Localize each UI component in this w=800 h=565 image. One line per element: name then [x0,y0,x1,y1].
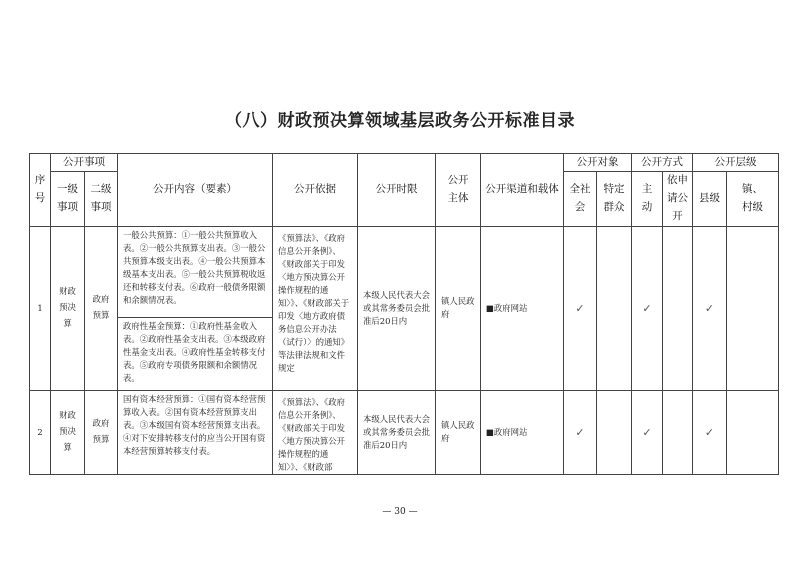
row1-time-limit: 本级人民代表大会或其常务委员会批准后20日内 [358,226,436,390]
row2-method-active-check: ✓ [632,390,663,474]
row2-seq: 2 [30,390,51,474]
header-level-county: 县级 [693,172,727,227]
header-level1: 一级事项 [51,172,85,227]
row1-level-county-check: ✓ [693,226,727,390]
table-row [30,226,779,317]
row2-subject: 镇人民政府 [436,390,481,474]
row2-target-all-check: ✓ [564,390,597,474]
header-method-active: 主动 [632,172,663,227]
row1-channel: ■政府网站 [481,226,564,390]
row2-basis: 《预算法》、《政府信息公开条例》、《财政部关于印发〈地方预决算公开操作规程的通知〉》、《财政部 [273,390,358,474]
header-subject: 公开主体 [436,154,481,227]
row2-channel: ■政府网站 [481,390,564,474]
row1-target-specific-check [597,226,632,390]
row1-level2: 政府预算 [85,226,118,390]
header-row-1 [30,154,779,172]
header-items-group: 公开事项 [51,154,118,172]
row1-level1: 财政预决算 [51,226,85,390]
header-level2: 二级事项 [85,172,118,227]
header-time-limit: 公开时限 [358,154,436,227]
header-method-request: 依申请公开 [663,172,693,227]
row2-level-town-check [727,390,779,474]
header-target-all: 全社会 [564,172,597,227]
header-seq: 序号 [30,154,51,227]
row1-seq: 1 [30,226,51,390]
row2-level-county-check: ✓ [693,390,727,474]
table-row [30,390,779,474]
row1-content-fund-budget: 政府性基金预算：①政府性基金收入表。②政府性基金支出表。③本级政府性基金支出表。④政府性基金转移支付表。⑤政府专项债务限额和余额情况表。 [118,317,273,390]
header-level-group: 公开层级 [693,154,779,172]
header-content: 公开内容（要素） [118,154,273,227]
row2-content: 国有资本经营预算：①国有资本经营预算收入表。②国有资本经营预算支出表。③本级国有资本经营预算支出表。④对下安排转移支付的应当公开国有资本经营预算转移支付表。 [118,390,273,474]
header-level-town: 镇、村级 [727,172,779,227]
row1-content-general-budget: 一般公共预算：①一般公共预算收入表。②一般公共预算支出表。③一般公共预算本级支出表。④一般公共预算本级基本支出表。⑤一般公共预算税收返还和转移支付表。⑥政府一般债务限额和余额情况表。 [118,226,273,317]
row1-method-request-check [663,226,693,390]
header-target-specific: 特定群众 [597,172,632,227]
page-title: （八）财政预决算领域基层政务公开标准目录 [225,111,575,131]
row1-method-active-check: ✓ [632,226,663,390]
row2-target-specific-check [597,390,632,474]
row2-level1: 财政预决算 [51,390,85,474]
row1-subject: 镇人民政府 [436,226,481,390]
header-channel: 公开渠道和载体 [481,154,564,227]
row1-level-town-check [727,226,779,390]
header-basis: 公开依据 [273,154,358,227]
row2-method-request-check [663,390,693,474]
row1-basis: 《预算法》、《政府信息公开条例》、《财政部关于印发〈地方预决算公开操作规程的通知〉》、《财政部关于印发〈地方政府债务信息公开办法（试行）〉的通知》等法律法规和文件规定 [273,226,358,390]
page-number: — 30 — [382,507,418,517]
row1-target-all-check: ✓ [564,226,597,390]
row2-level2: 政府预算 [85,390,118,474]
header-method-group: 公开方式 [632,154,693,172]
row2-time-limit: 本级人民代表大会或其常务委员会批准后20日内 [358,390,436,474]
header-target-group: 公开对象 [564,154,632,172]
catalog-table [29,153,779,475]
